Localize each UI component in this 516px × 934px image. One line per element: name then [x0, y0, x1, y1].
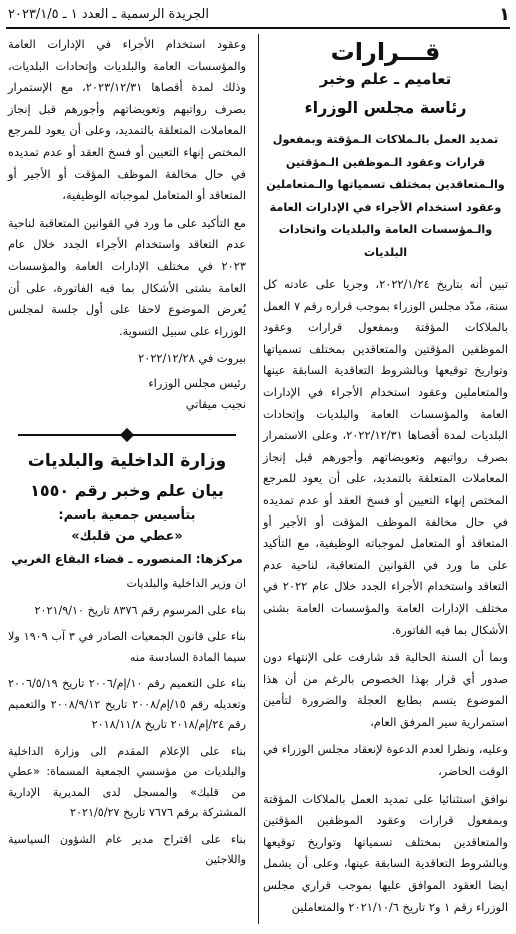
ministry-title: وزارة الداخلية والبلديات: [27, 451, 227, 472]
body-paragraph: بناء على المرسوم رقم ٨٣٧٦ تاريخ ٢٠٢١/٩/١٠: [34, 603, 246, 617]
decision-paragraph: تبين أنه بتاريخ ٢٠٢٢/١/٢٤، وجريا على عادته كل سنة، مدّد مجلس الوزراء بموجب قراره رقم ٧ العمل بالملاكات المؤقتة وبمفعول قرارات وعقود الموظفين المؤقتين والمتعاقدين بمختلف تسمياتها وتواريخ توقيعها وبالشروط التعاقدية السابقة عينها والمتعاملين وعقود استخدام الأجراء في الإدارات العامة والمؤسسات العامة والبلديات وإتحادات البلديات لمدة أقصاها ٢٠٢٢/١٢/٣١، وعلى الاستمرار بصرف رواتبهم وتعويضاتهم وأجورهم قبل إنجاز المعاملات المتعلقة بالتمديد، على أن يعود للمرجع المختص إنهاء التعيين أو فسخ العقد أو عدم تمديده في حال مخالفة الموظف المؤقت أو الأجير أو المتعاقد أو المتعامل لموجباته الوظيفية، مع التأكيد على ما ورد في القوانين المتعاقبة، لناحية عدم التعاقد واستخدام الأجراء الجدد خلال عام ٢٠٢٢ في مختلف الإدارات العامة والمؤسسات العامة بشتى الأشكال بما فيه الفاتورة.: [263, 277, 509, 637]
subsection-title: تعاميم ـ علم وخبر: [319, 70, 452, 88]
decision-title: تمديد العمل بالـملاكات الـمؤقتة وبمفعول قرارات وعقود الـموظفين الـمؤقتين والـمتعاقدين بمختلف تسمياتها والـمتعاملين وعقود استخدام الأجراء في الإدارات العامة والـمؤسسات العامة والبلديات واتحادات البلديات: [266, 133, 505, 259]
column-divider: [258, 34, 259, 924]
header-rule: [6, 27, 510, 29]
signature-name: نجيب ميقاتي: [185, 397, 246, 412]
body-paragraph: بناء على التعميم رقم ١٠/إم/٢٠٠٦ تاريخ ٢٠٠٦/٥/١٩ وتعديله رقم ١٥/إم/٢٠٠٨ تاريخ ٢٠٠٨/٩/١٢ والتعميم رقم ٢٤/إم/٢٠١٨ تاريخ ٢٠١٨/١١/٨: [8, 677, 246, 732]
body-paragraph: بناء على اقتراح مدير عام الشؤون السياسية واللاجئين: [8, 832, 246, 867]
authority-title: رئاسة مجلس الوزراء: [304, 98, 467, 117]
section-title: قـــرارات: [330, 38, 441, 66]
association-heading: بتأسيس جمعية باسم:: [58, 508, 196, 524]
decision-paragraph: وبما أن السنة الحالية قد شارفت على الإنتهاء دون صدور أي قرار بهذا الخصوص بالرغم من أن هذا الموضوع يتسم بطابع العجلة والضرورة لتأمين استمرارية سير المرفق العام،: [263, 650, 508, 729]
statement-title: بيان علم وخبر رقم ١٥٥٠: [30, 481, 224, 501]
decision-paragraph: نوافق استثنائيا على تمديد العمل بالملاكات المؤقتة وبمفعول قرارات وعقود الموظفين المؤقتين والمتعاقدين بمختلف تسمياتها وتواريخ توقيعها وبالشروط التعاقدية السابقة عينها، وعلى أن يشمل ايضا العقود الموافق عليها بموجب قراري مجلس الوزراء رقم ١ و٢ تاريخ ٢٠٢١/١٠/٦ والمتعاملين: [263, 791, 508, 914]
right-column: [263, 34, 508, 924]
body-paragraph: بناء على الإعلام المقدم الى وزارة الداخلية والبلديات من مؤسسي الجمعية المسماة: «عطي من قلبك» والمسجل لدى المديرية الإدارية المشتركة برقم ٧٦٧٦ تاريخ ٢٠٢١/٥/٢٧: [8, 744, 246, 820]
body-paragraph: ان وزير الداخلية والبلديات: [126, 577, 246, 591]
continued-paragraph: مع التأكيد على ما ورد في القوانين المتعاقبة لناحية عدم التعاقد واستخدام الأجراء الجدد خلال عام ٢٠٢٣ في مختلف الإدارات العامة والمؤسسات العامة بشتى الأشكال بما فيه الفاتورة، على أن يُعرض الموضوع لاحقا على أول جلسة لمجلس الوزراء على سبيل التسوية.: [8, 215, 246, 338]
left-column: [8, 34, 246, 877]
diamond-ornament-icon: [120, 428, 134, 442]
association-headquarters: مركزها: المنصوره ـ قضاء البقاع الغربي: [11, 552, 243, 567]
continued-paragraph: وعقود استخدام الأجراء في الإدارات العامة والمؤسسات العامة والبلديات وإتحادات البلديات، وذلك لمدة أقصاها ٢٠٢٣/١٢/٣١، مع الإستمرار بصرف رواتبهم وتعويضاتهم وأجورهم قبل إنجاز المعاملات المتعلقة بالتمديد، وعلى أن يعود للمرجع المختص إنهاء التعيين أو فسخ العقد أو عدم تمديده في حال مخالفة الموظف المؤقت أو الأجير أو المتعاقد أو المتعامل لموجباته الوظيفية،: [8, 37, 246, 203]
signature-block: [8, 348, 246, 415]
association-name: «عطي من قلبك»: [71, 529, 183, 545]
gazette-issue-title: الجريدة الرسمية ـ العدد ١ ـ ٢٠٢٣/١/٥: [8, 7, 209, 22]
signature-date: بيروت في ٢٠٢٢/١٢/٢٨: [138, 351, 246, 366]
decision-paragraph: وعليه، ونظرا لعدم الدعوة لإنعقاد مجلس الوزراء في الوقت الحاضر،: [263, 742, 508, 779]
section-separator: [8, 429, 246, 441]
body-paragraph: بناء على قانون الجمعيات الصادر في ٣ آب ١٩٠٩ ولا سيما المادة السادسة منه: [8, 630, 246, 664]
page-number: ١: [499, 4, 510, 25]
signature-role: رئيس مجلس الوزراء: [148, 376, 246, 391]
page-header: [6, 4, 510, 26]
